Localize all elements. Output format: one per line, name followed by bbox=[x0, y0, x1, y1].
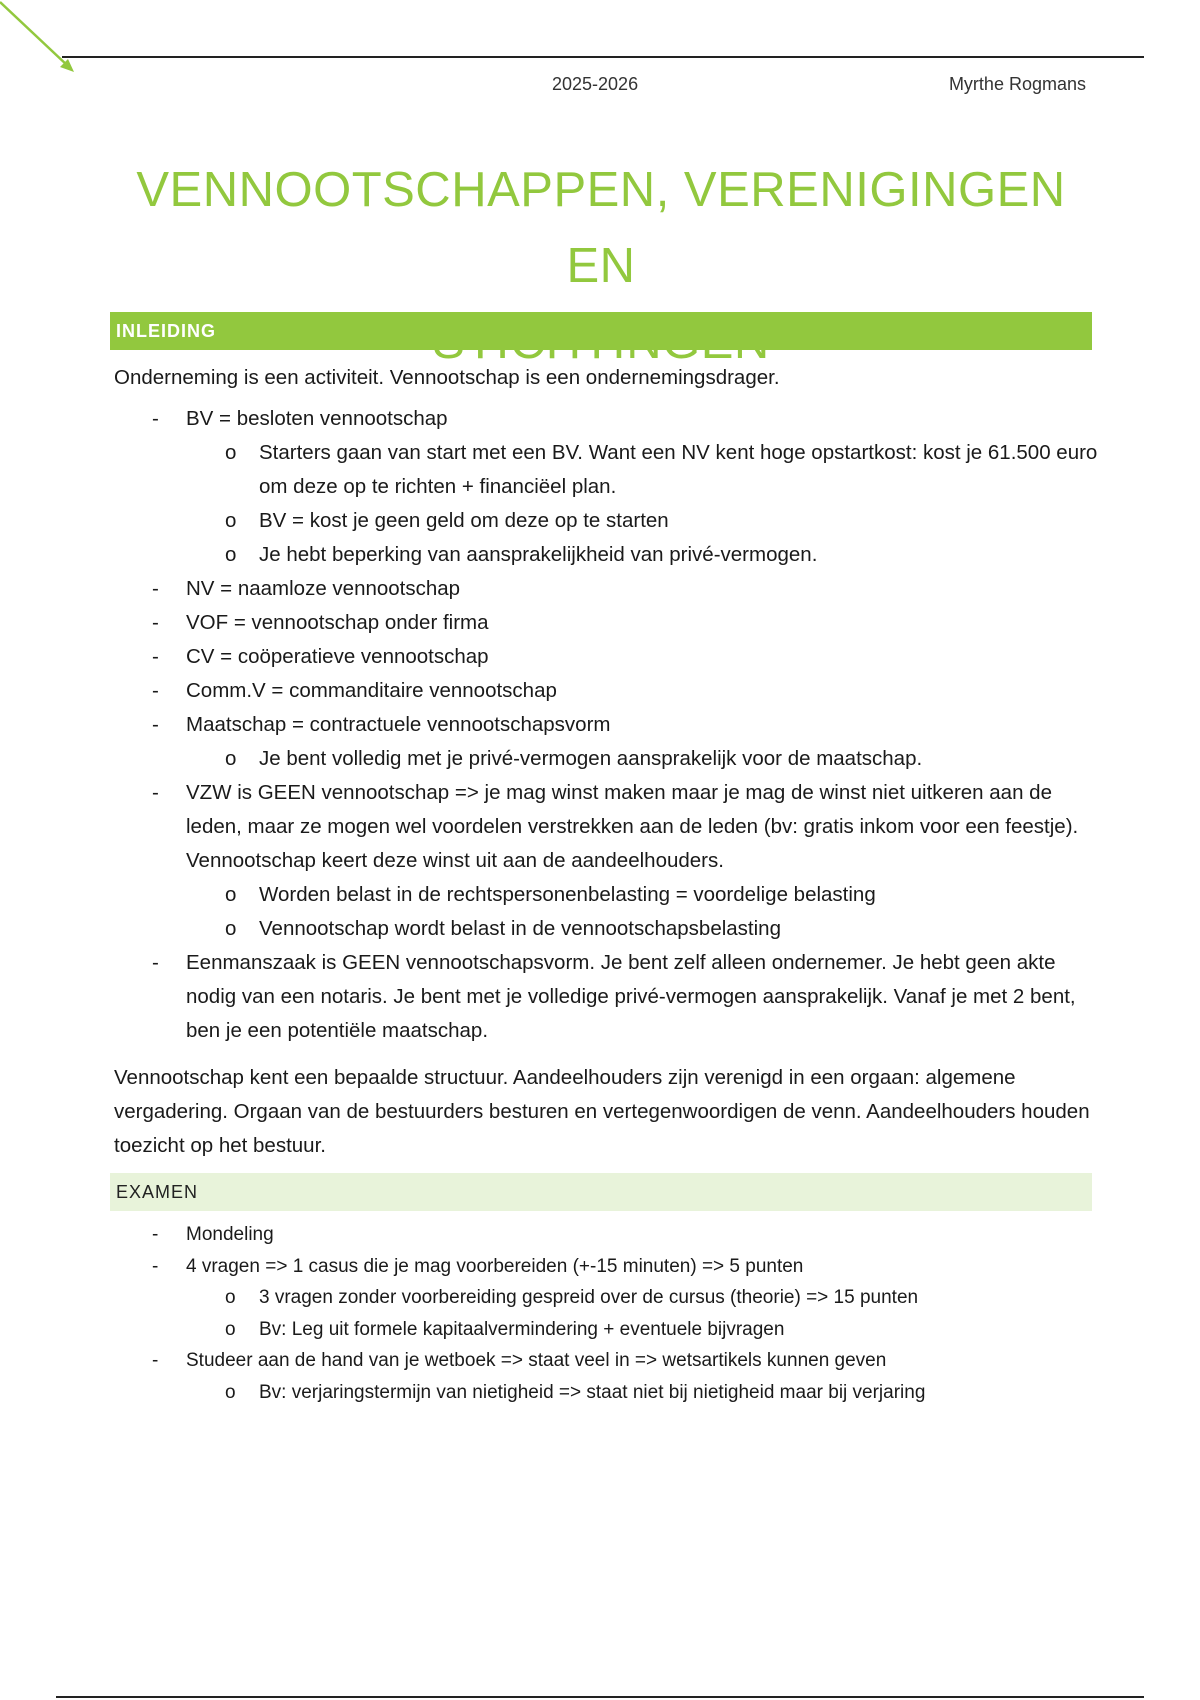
dash-bullet-icon: - bbox=[152, 611, 159, 634]
dash-bullet-icon: - bbox=[152, 407, 159, 430]
header-author: Myrthe Rogmans bbox=[948, 74, 1086, 94]
sub-list-item bbox=[110, 1314, 1100, 1346]
list-item bbox=[110, 640, 1100, 674]
list-item bbox=[110, 1345, 1100, 1377]
list-item-text: Maatschap = contractuele vennootschapsvorm bbox=[186, 713, 611, 736]
list-item-text: Studeer aan de hand van je wetboek => staat veel in => wetsartikels kunnen geven bbox=[186, 1350, 887, 1371]
title-line-1: VENNOOTSCHAPPEN, VERENIGINGEN EN bbox=[136, 163, 1066, 293]
dash-bullet-icon: - bbox=[152, 679, 159, 702]
circle-bullet-icon: o bbox=[225, 543, 237, 566]
closing-paragraph: Vennootschap kent een bepaalde structuur. Aandeelhouders zijn verenigd in een orgaan: algemene vergadering. Orgaan van de bestuurders besturen en vertegenwoordigen de venn. Aandeelhouders houden toezicht op het bestuur. bbox=[114, 1066, 1090, 1157]
list-item-text: Starters gaan van start met een BV. Want een NV kent hoge opstartkost: kost je 61.500 euro om deze op te richten + financiëel plan. bbox=[259, 441, 1098, 498]
circle-bullet-icon: o bbox=[225, 917, 237, 940]
circle-bullet-icon: o bbox=[225, 1318, 236, 1340]
list-item-text: Worden belast in de rechtspersonenbelasting = voordelige belasting bbox=[259, 883, 876, 906]
list-item bbox=[110, 946, 1100, 1048]
dash-bullet-icon: - bbox=[152, 1224, 159, 1245]
dash-bullet-icon: - bbox=[152, 713, 159, 736]
list-item-text: BV = besloten vennootschap bbox=[186, 407, 448, 430]
circle-bullet-icon: o bbox=[225, 1381, 236, 1403]
dash-bullet-icon: - bbox=[152, 781, 159, 804]
circle-bullet-icon: o bbox=[225, 1287, 236, 1308]
sub-list-item bbox=[110, 878, 1100, 912]
circle-bullet-icon: o bbox=[225, 441, 237, 464]
list-item-text: Mondeling bbox=[186, 1224, 274, 1245]
section-heading-examen: EXAMEN bbox=[110, 1173, 1092, 1211]
header-year: 2025-2026 bbox=[552, 74, 639, 94]
dash-bullet-icon: - bbox=[152, 1350, 159, 1371]
sub-list-item bbox=[110, 538, 1100, 572]
list-item bbox=[110, 572, 1100, 606]
intro-paragraph: Onderneming is een activiteit. Vennootschap is een ondernemingsdrager. bbox=[114, 366, 780, 389]
list-item bbox=[110, 776, 1100, 878]
corner-arrow-icon bbox=[0, 0, 90, 90]
circle-bullet-icon: o bbox=[225, 509, 237, 532]
sub-list-item bbox=[110, 504, 1100, 538]
dash-bullet-icon: - bbox=[152, 951, 159, 974]
list-item-text: NV = naamloze vennootschap bbox=[186, 577, 461, 600]
list-item bbox=[110, 708, 1100, 742]
sub-list-item bbox=[110, 1377, 1100, 1409]
list-item-text: VOF = vennootschap onder firma bbox=[186, 611, 489, 634]
sub-list-item bbox=[110, 1282, 1100, 1314]
list-item-text: 3 vragen zonder voorbereiding gespreid over de cursus (theorie) => 15 punten bbox=[259, 1287, 919, 1308]
sub-list-item bbox=[110, 742, 1100, 776]
list-item-text: Je hebt beperking van aansprakelijkheid van privé-vermogen. bbox=[259, 543, 818, 566]
dash-bullet-icon: - bbox=[152, 645, 159, 668]
list-item-text: CV = coöperatieve vennootschap bbox=[186, 645, 489, 668]
section-heading-inleiding: INLEIDING bbox=[110, 312, 1092, 350]
dash-bullet-icon: - bbox=[152, 1255, 159, 1277]
list-item bbox=[110, 1219, 1100, 1251]
sub-list-item bbox=[110, 912, 1100, 946]
list-item bbox=[110, 606, 1100, 640]
dash-bullet-icon: - bbox=[152, 577, 159, 600]
list-item-text: Eenmanszaak is GEEN vennootschapsvorm. Je bent zelf alleen ondernemer. Je hebt geen akte nodig van een notaris. Je bent met je volledige privé-vermogen aansprakelijk. Vanaf je met 2 bent, ben je een potentiële maatschap. bbox=[186, 951, 1076, 1042]
list-item-text: Bv: Leg uit formele kapitaalvermindering + eventuele bijvragen bbox=[259, 1318, 785, 1340]
list-item-text: Comm.V = commanditaire vennootschap bbox=[186, 679, 557, 702]
list-item-text: BV = kost je geen geld om deze op te starten bbox=[259, 509, 669, 532]
footer-rule bbox=[56, 1696, 1144, 1698]
list-item-text: 4 vragen => 1 casus die je mag voorbereiden (+-15 minuten) => 5 punten bbox=[186, 1255, 804, 1277]
list-item-text: Vennootschap wordt belast in de vennootschapsbelasting bbox=[259, 917, 781, 940]
sub-list-item bbox=[110, 436, 1100, 504]
header-rule bbox=[62, 56, 1144, 58]
circle-bullet-icon: o bbox=[225, 883, 237, 906]
list-item-text: VZW is GEEN vennootschap => je mag winst maken maar je mag de winst niet uitkeren aan de leden, maar ze mogen wel voordelen verstrekken aan de leden (bv: gratis inkom voor een feestje). Vennootschap keert deze winst uit aan de aandeelhouders. bbox=[186, 781, 1079, 872]
list-item bbox=[110, 402, 1100, 436]
list-item bbox=[110, 1251, 1100, 1283]
list-item-text: Je bent volledig met je privé-vermogen aansprakelijk voor de maatschap. bbox=[259, 747, 923, 770]
circle-bullet-icon: o bbox=[225, 747, 237, 770]
examen-list bbox=[110, 1219, 1100, 1408]
inleiding-list bbox=[110, 402, 1100, 1048]
list-item bbox=[110, 674, 1100, 708]
list-item-text: Bv: verjaringstermijn van nietigheid => staat niet bij nietigheid maar bij verjaring bbox=[259, 1381, 926, 1403]
